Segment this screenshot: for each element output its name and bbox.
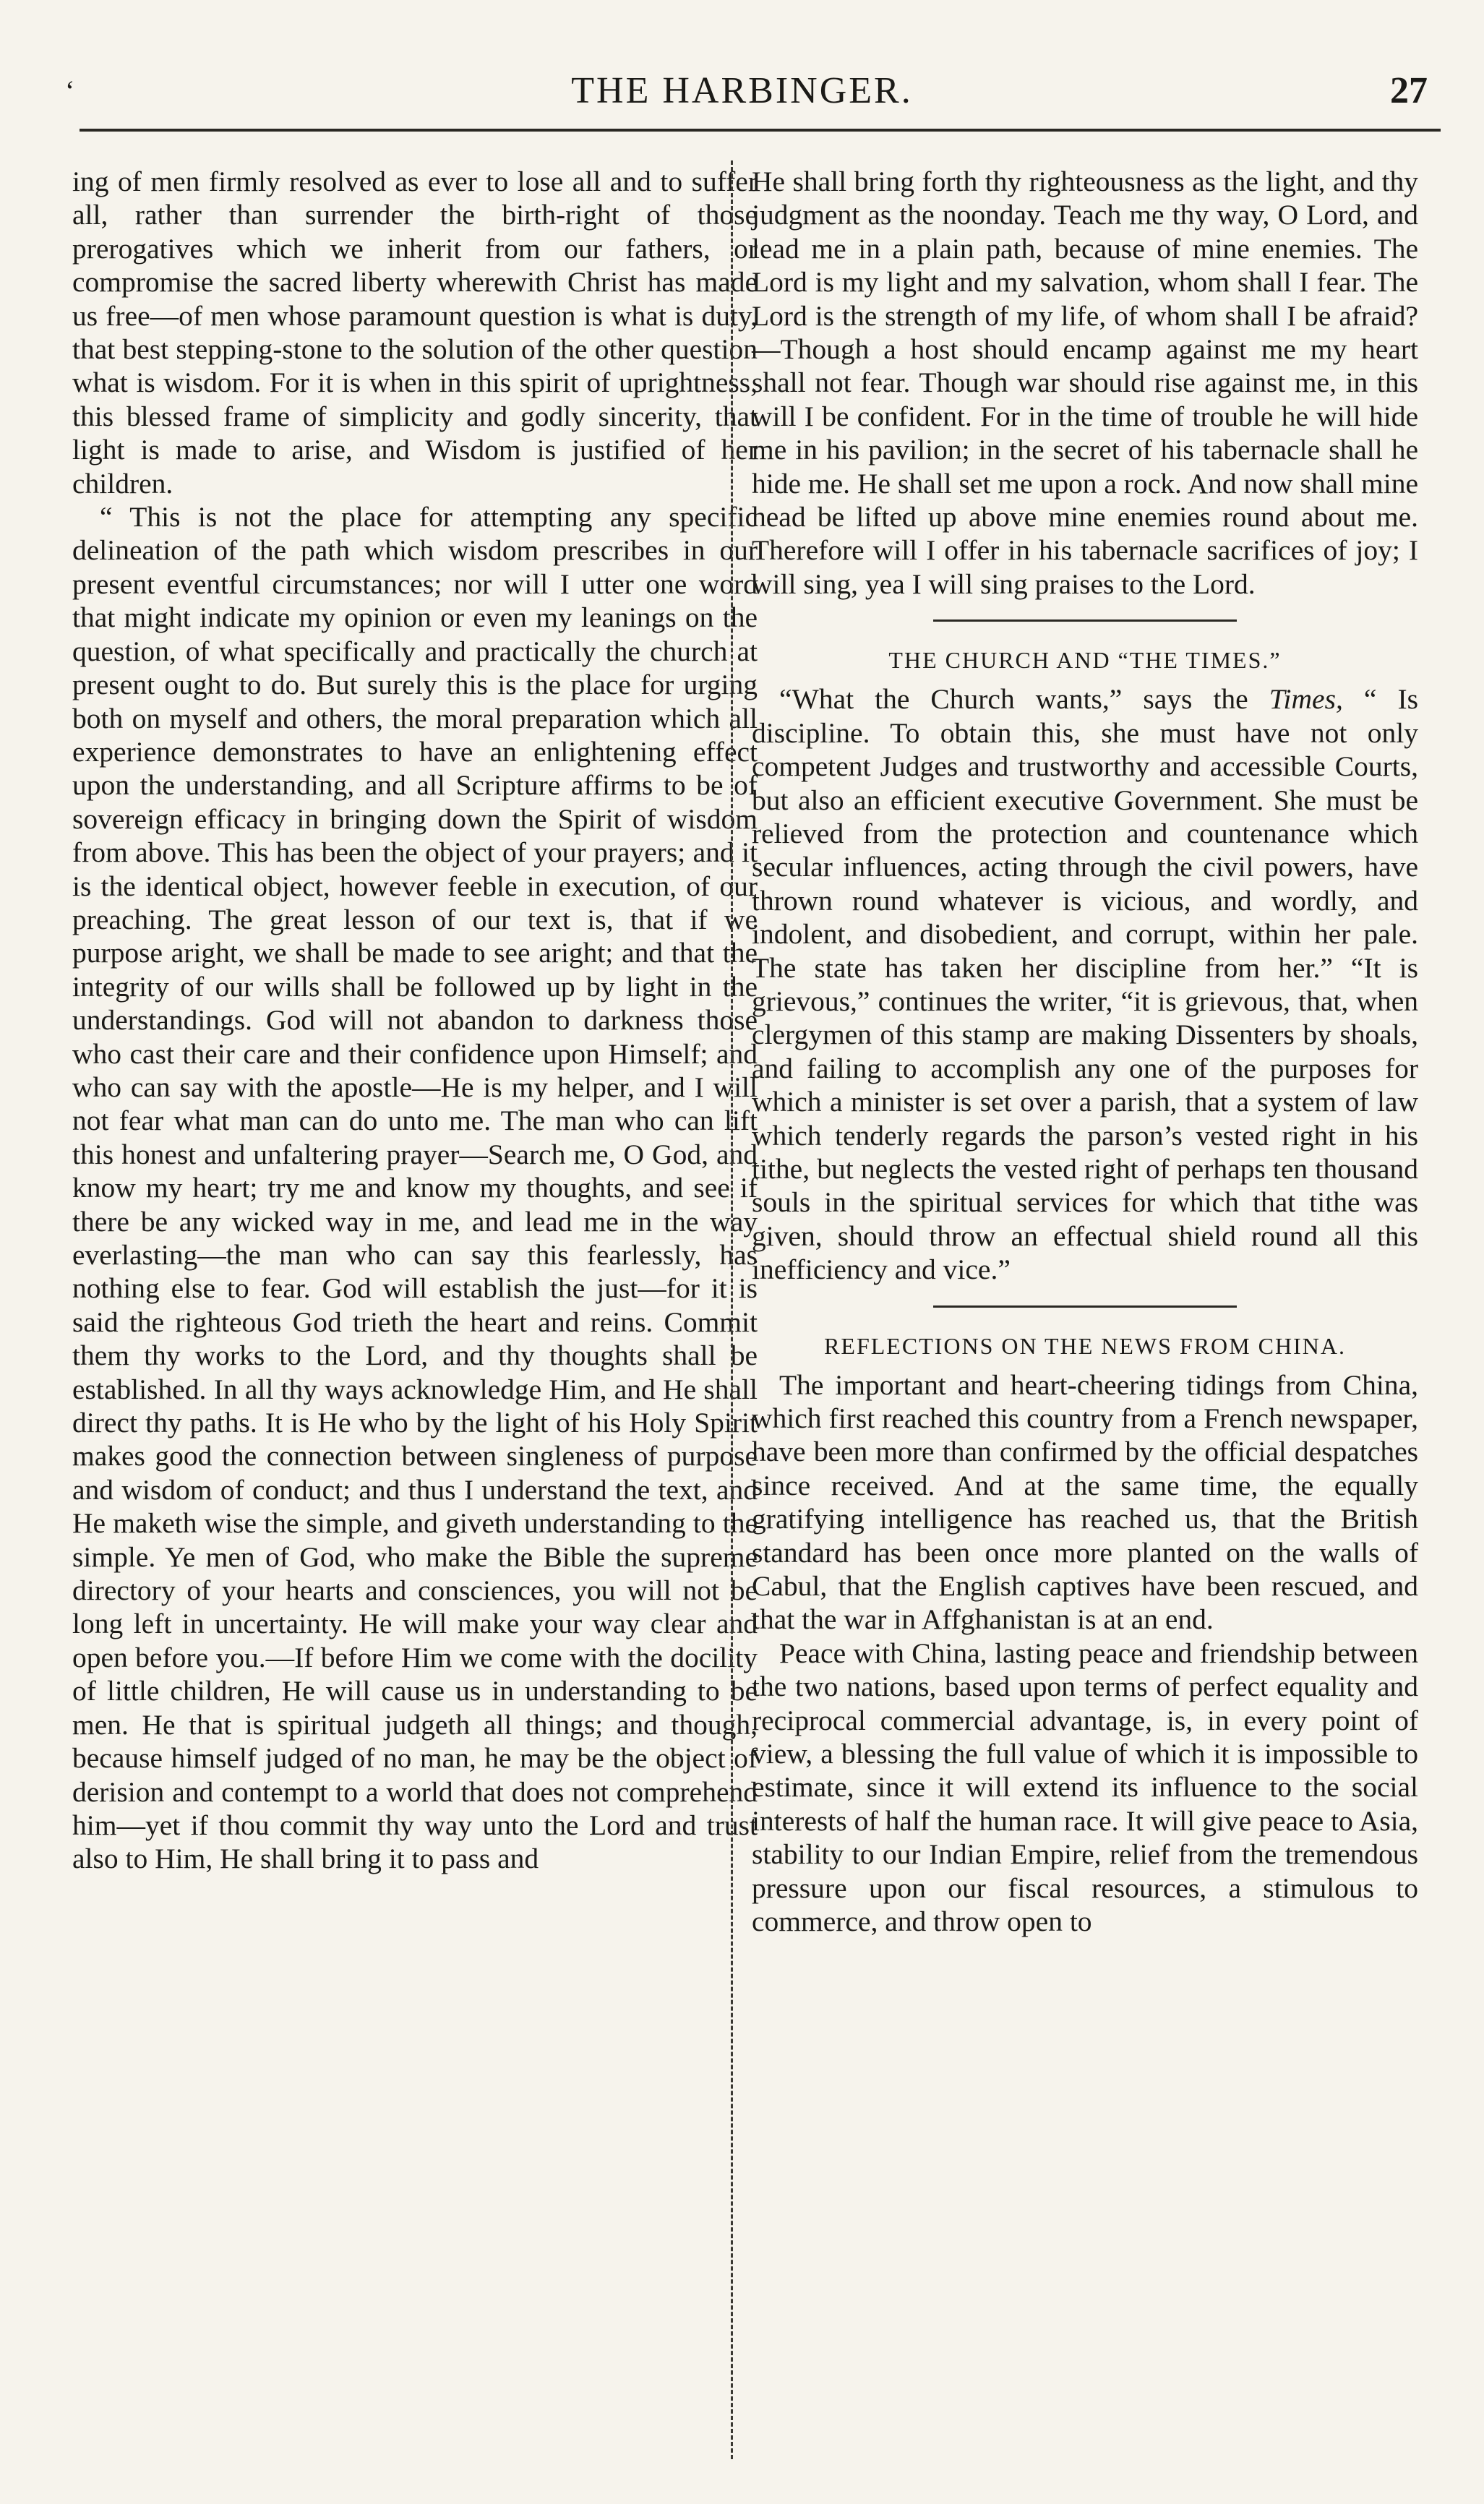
page-title: THE HARBINGER. (571, 70, 913, 111)
running-head (43, 69, 1441, 120)
section-rule (933, 619, 1237, 622)
page-number: 27 (1390, 70, 1428, 111)
body-paragraph: ing of men firmly resolved as ever to lose all and to suffer all, rather than surrender the birth-right of those prerogatives which we inherit from our fathers, or compromise the sacred liberty wherewith Christ has made us free—of men whose paramount question is what is duty, that best stepping-stone to the solution of the other question what is wisdom. For it is when in this spirit of uprightness, this blessed frame of simplicity and godly sincerity, that light is made to arise, and Wisdom is justified of her children. (72, 166, 758, 499)
body-paragraph: “ This is not the place for attempting any specific delineation of the path which wisdom prescribes in our present eventful circumstances; nor will I utter one word that might indicate my opinion or even my leanings on the question, of what specifically and practically the church at present ought to do. But surely this is the place for urging both on myself and others, the moral preparation which all experience demonstrates to have an enlightening effect upon the understanding, and all Scripture affirms to be of sovereign efficacy in bringing down the Spirit of wisdom from above. This has been the object of your prayers; and it is the identical object, however feeble in execution, of our preaching. The great lesson of our text is, that if we purpose aright, we shall be made to see aright; and that the integrity of our wills shall be followed up by light in the understandings. God will not abandon to darkness those who cast their care and their confidence upon Himself; and who can say with the apostle—He is my helper, and I will not fear what man can do unto me. The man who can lift this honest and unfaltering prayer—Search me, O God, and know my heart; try me and know my thoughts, and see if there be any wicked way in me, and lead me in the way everlasting—the man who can say this fearlessly, has nothing else to fear. God will establish the just—for it is said the righteous God trieth the heart and reins. Commit them thy works to the Lord, and thy thoughts shall be established. In all thy ways acknowledge Him, and He shall direct thy paths. It is He who by the light of his Holy Spirit makes good the connection between singleness of purpose and wisdom of conduct; and thus I understand the text, and He maketh wise the simple, and giveth understanding to the simple. Ye men of God, who make the Bible the supreme directory of your hearts and consciences, you will not be long left in uncertainty. He will make your way clear and open before you.—If before Him we come with the docility of little children, He will cause us in understanding to be men. He that is spiritual judgeth all things; and though, because himself judged of no man, he may be the object of derision and contempt to a world that does not comprehend him—yet if thou commit thy way unto the Lord and trust also to Him, He shall bring it to pass and (72, 501, 758, 1875)
text-run: “ Is discipline. To obtain this, she must have not only competent Judges and trustworthy and accessible Courts, but also an efficient executive Government. She must be relieved from the protection and countenance which secular influences, acting through the civil powers, have thrown round whatever is vicious, and wordly, and indolent, and disobedient, and corrupt, within her pale. The state has taken her discipline from her.” “It is grievous,” continues the writer, “it is grievous, that, when clergymen of this stamp are making Dissenters by shoals, and failing to accomplish any one of the purposes for which a minister is set over a parish, that a system of law which tenderly regards the parson’s vested right in his tithe, but neglects the vested right of perhaps ten thousand souls in the spiritual services for which that tithe was given, should throw an effectual shield round all this inefficiency and vice.” (752, 683, 1419, 1286)
italic-title: Times, (1269, 683, 1343, 716)
section-heading-church-times: THE CHURCH AND “THE TIMES.” (888, 647, 1282, 674)
body-paragraph: He shall bring forth thy righteousness as the light, and thy judgment as the noonday. Teach me thy way, O Lord, and lead me in a plain path, because of mine enemies. The Lord is my light and my salvation, whom shall I fear. The Lord is the strength of my life, of whom shall I be afraid?—Though a host should encamp against me my heart shall not fear. Though war should rise against me, in this will I be confident. For in the time of trouble he will hide me in his pavilion; in the secret of his tabernacle shall he hide me. He shall set me upon a rock. And now shall mine head be lifted up above mine enemies round about me. Therefore will I offer in his tabernacle sacrifices of joy; I will sing, yea I will sing praises to the Lord. (752, 166, 1418, 600)
left-column (72, 165, 758, 1876)
text-run: “What the Church wants,” says the (779, 683, 1269, 716)
section-heading-china: REFLECTIONS ON THE NEWS FROM CHINA. (824, 1332, 1346, 1359)
right-column (752, 165, 1418, 1939)
body-paragraph: Peace with China, lasting peace and friendship between the two nations, based upon terms of perfect equality and reciprocal commercial advantage, is, in every point of view, a blessing the full value of which it is impossible to estimate, since it will extend its influence to the social interests of half the human race. It will give peace to Asia, stability to our Indian Empire, relief from the tremendous pressure upon our fiscal resources, a stimulous to commerce, and throw open to (752, 1637, 1418, 1938)
header-rule (80, 129, 1441, 132)
body-paragraph (752, 682, 1418, 1286)
section-rule (933, 1305, 1237, 1308)
head-mark: ‘ (65, 74, 75, 107)
column-divider (731, 160, 743, 2459)
body-paragraph: The important and heart-cheering tidings from China, which first reached this country from a French newspaper, have been more than confirmed by the official despatches since received. And at the same time, the equally gratifying intelligence has reached us, that the British standard has been once more planted on the walls of Cabul, that the English captives have been rescued, and that the war in Affghanistan is at an end. (752, 1368, 1418, 1636)
